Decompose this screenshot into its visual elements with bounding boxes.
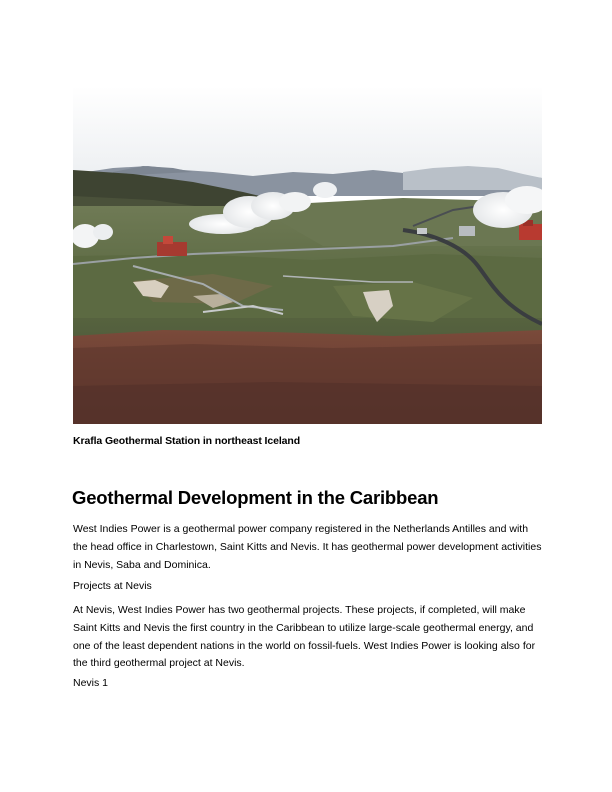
subheading-projects-at-nevis: Projects at Nevis: [73, 580, 152, 592]
subheading-nevis-1: Nevis 1: [73, 677, 109, 689]
geothermal-station-photo: [73, 86, 542, 424]
figure-caption: Krafla Geothermal Station in northeast Iceland: [73, 435, 301, 447]
section-heading: Geothermal Development in the Caribbean: [72, 487, 439, 508]
paragraph-nevis-projects: At Nevis, West Indies Power has two geothermal projects. These projects, if completed, will make Saint Kitts and Nevis the first country in the Caribbean to utilize large-scale geothermal energy, and one of the least dependent nations in the world on fossil-fuels. West Indies Power is looking also for the third geothermal project at Nevis.: [73, 604, 536, 670]
paragraph-intro: West Indies Power is a geothermal power company registered in the Netherlands Antilles and with the head office in Charlestown, Saint Kitts and Nevis. It has geothermal power development activities in Nevis, Saba and Dominica.: [73, 523, 542, 571]
